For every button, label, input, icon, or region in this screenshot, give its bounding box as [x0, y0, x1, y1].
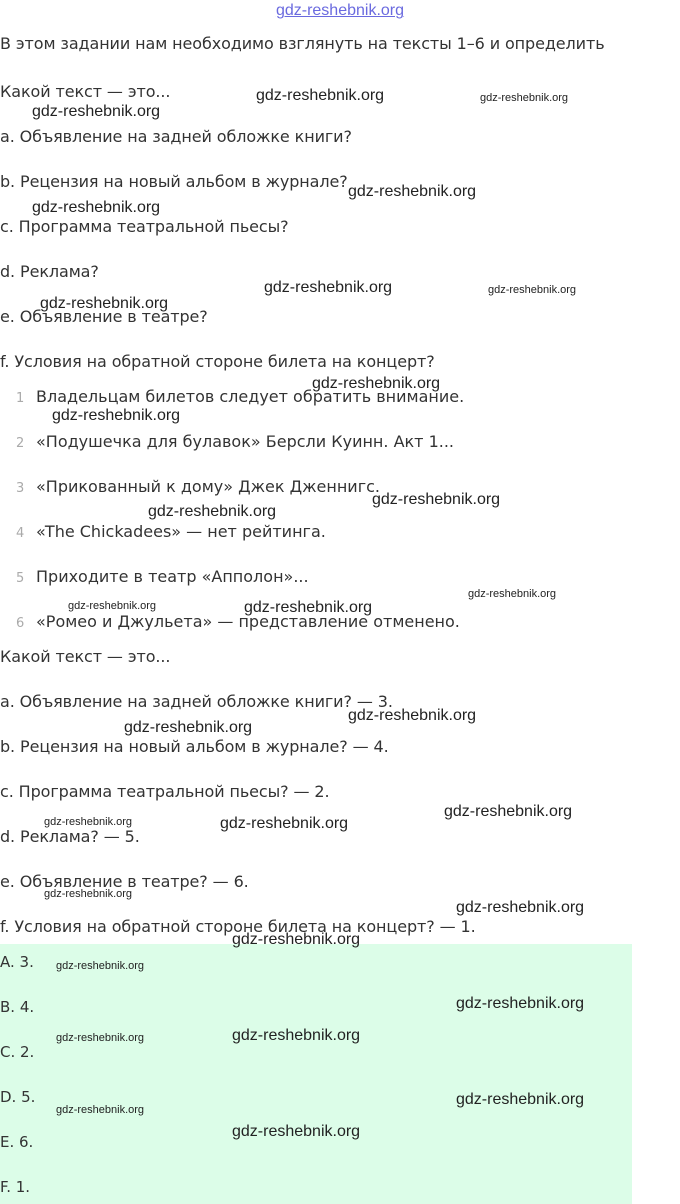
question-f: f. Условия на обратной стороне билета на концерт?: [0, 352, 435, 371]
text-item-label: «The Chickadees» — нет рейтинга.: [36, 522, 326, 541]
answer-heading: Какой текст — это...: [0, 647, 171, 666]
final-answer: C. 2.: [0, 1043, 35, 1061]
answered-question-e: e. Объявление в театре? — 6.: [0, 872, 249, 891]
watermark: gdz-reshebnik.org: [456, 1091, 585, 1108]
text-item-number: 1: [16, 391, 25, 406]
text-item-number: 4: [16, 526, 25, 541]
text-item-label: Владельцам билетов следует обратить внимание.: [36, 387, 465, 406]
text-item-number: 2: [16, 436, 25, 451]
final-answer: F. 1.: [0, 1178, 31, 1196]
watermark: gdz-reshebnik.org: [256, 87, 385, 104]
text-item-number: 3: [16, 481, 25, 496]
question-e: e. Объявление в театре?: [0, 307, 208, 326]
answered-question-b: b. Рецензия на новый альбом в журнале? — 4.: [0, 737, 389, 756]
answered-question-d: d. Реклама? — 5.: [0, 827, 140, 846]
text-item-label: «Прикованный к дому» Джек Дженнигс.: [36, 477, 380, 496]
text-item-label: «Ромео и Джульета» — представление отменено.: [36, 612, 460, 631]
watermark: gdz-reshebnik.org: [56, 1104, 145, 1116]
final-answer: D. 5.: [0, 1088, 36, 1106]
watermark: gdz-reshebnik.org: [52, 407, 181, 424]
final-answer: E. 6.: [0, 1133, 34, 1151]
watermark: gdz-reshebnik.org: [220, 815, 349, 832]
watermark: gdz-reshebnik.org: [312, 375, 441, 392]
watermark: gdz-reshebnik.org: [68, 600, 157, 612]
text-item-number: 6: [16, 616, 25, 631]
watermark: gdz-reshebnik.org: [232, 1027, 361, 1044]
answer-box: [0, 944, 632, 1204]
watermark: gdz-reshebnik.org: [480, 92, 569, 104]
question-d: d. Реклама?: [0, 262, 99, 281]
question-c: c. Программа театральной пьесы?: [0, 217, 289, 236]
intro-text: В этом задании нам необходимо взглянуть на тексты 1–6 и определить: [0, 34, 605, 53]
watermark: gdz-reshebnik.org: [444, 803, 573, 820]
watermark: gdz-reshebnik.org: [264, 279, 393, 296]
watermark: gdz-reshebnik.org: [40, 295, 169, 312]
answered-question-f: f. Условия на обратной стороне билета на концерт? — 1.: [0, 917, 476, 936]
text-item: [16, 522, 326, 544]
watermark: gdz-reshebnik.org: [32, 103, 161, 120]
final-answer: A. 3.: [0, 953, 34, 971]
watermark: gdz-reshebnik.org: [232, 1123, 361, 1140]
question-b: b. Рецензия на новый альбом в журнале?: [0, 172, 348, 191]
watermark: gdz-reshebnik.org: [348, 183, 477, 200]
watermark: gdz-reshebnik.org: [468, 588, 557, 600]
text-item: [16, 432, 454, 454]
text-item-number: 5: [16, 571, 25, 586]
text-item-label: «Подушечка для булавок» Берсли Куинн. Акт 1...: [36, 432, 455, 451]
question-heading: Какой текст — это...: [0, 82, 171, 101]
final-answer: B. 4.: [0, 998, 35, 1016]
watermark: gdz-reshebnik.org: [372, 491, 501, 508]
watermark: gdz-reshebnik.org: [348, 707, 477, 724]
watermark: gdz-reshebnik.org: [232, 931, 361, 948]
question-a: a. Объявление на задней обложке книги?: [0, 127, 352, 146]
answered-question-c: c. Программа театральной пьесы? — 2.: [0, 782, 330, 801]
watermark: gdz-reshebnik.org: [148, 503, 277, 520]
text-item-label: Приходите в театр «Апполон»...: [36, 567, 309, 586]
watermark: gdz-reshebnik.org: [456, 899, 585, 916]
text-item: [16, 612, 460, 634]
watermark: gdz-reshebnik.org: [44, 816, 133, 828]
site-title[interactable]: gdz-reshebnik.org: [275, 2, 405, 19]
text-item: [16, 477, 380, 499]
watermark: gdz-reshebnik.org: [124, 719, 253, 736]
watermark: gdz-reshebnik.org: [488, 284, 577, 296]
text-item: [16, 567, 309, 589]
answered-question-a: a. Объявление на задней обложке книги? — 3.: [0, 692, 393, 711]
watermark: gdz-reshebnik.org: [244, 599, 373, 616]
watermark: gdz-reshebnik.org: [56, 1032, 145, 1044]
watermark: gdz-reshebnik.org: [56, 960, 145, 972]
watermark: gdz-reshebnik.org: [32, 199, 161, 216]
text-item: [16, 387, 464, 409]
watermark: gdz-reshebnik.org: [456, 995, 585, 1012]
watermark: gdz-reshebnik.org: [44, 888, 133, 900]
